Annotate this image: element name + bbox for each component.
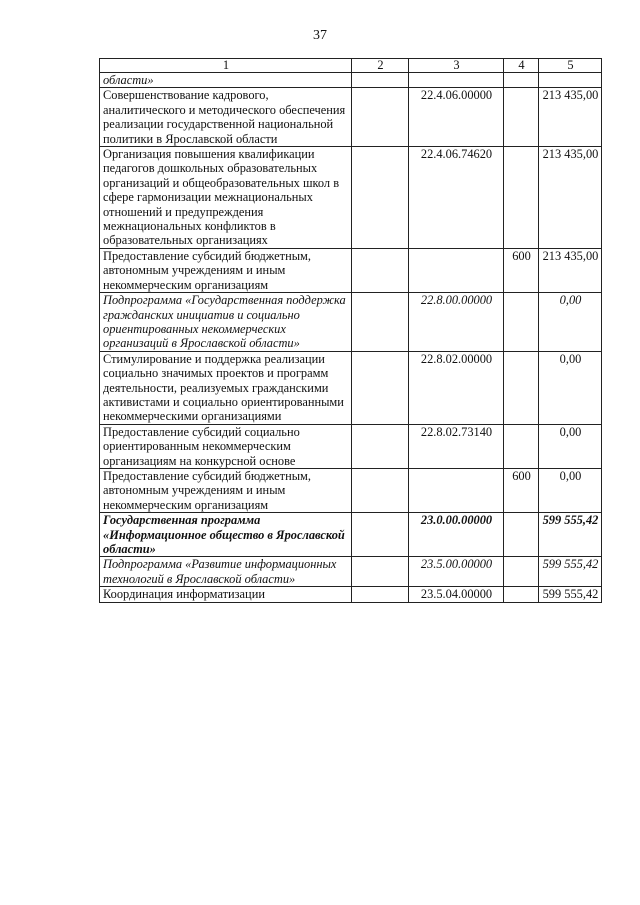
cell-code: [409, 73, 504, 88]
table-header-row: [100, 59, 602, 73]
cell-sum: 213 435,00: [539, 248, 602, 292]
cell-col-2: [352, 293, 409, 352]
cell-code: 22.8.02.00000: [409, 351, 504, 424]
cell-name: Государственная программа «Информационное общество в Ярославской области»: [100, 513, 352, 557]
cell-name: Подпрограмма «Государственная поддержка гражданских инициатив и социально ориентированных некоммерческих организаций в Ярославской области»: [100, 293, 352, 352]
cell-code: [409, 468, 504, 512]
cell-type: [504, 293, 539, 352]
table-row: [100, 147, 602, 249]
header-col-2: 2: [352, 59, 409, 73]
cell-code: 23.0.00.00000: [409, 513, 504, 557]
cell-name: Стимулирование и поддержка реализации социально значимых проектов и программ деятельности, реализуемых гражданскими активистами и социально ориентированными некоммерческими организациями: [100, 351, 352, 424]
cell-type: 600: [504, 468, 539, 512]
cell-sum: 599 555,42: [539, 557, 602, 587]
cell-type: [504, 557, 539, 587]
cell-sum: 599 555,42: [539, 513, 602, 557]
table-row: [100, 351, 602, 424]
cell-type: [504, 88, 539, 147]
table-row: [100, 424, 602, 468]
cell-sum: 0,00: [539, 424, 602, 468]
cell-sum: 0,00: [539, 293, 602, 352]
cell-code: 22.4.06.74620: [409, 147, 504, 249]
table-row: [100, 88, 602, 147]
table-row: [100, 587, 602, 602]
cell-type: [504, 147, 539, 249]
header-col-5: 5: [539, 59, 602, 73]
page-number: 37: [313, 28, 327, 43]
cell-sum: 213 435,00: [539, 88, 602, 147]
cell-name: Предоставление субсидий бюджетным, автономным учреждениям и иным некоммерческим организациям: [100, 468, 352, 512]
cell-sum: 0,00: [539, 351, 602, 424]
table-row: [100, 248, 602, 292]
table-body: [100, 73, 602, 603]
cell-sum: [539, 73, 602, 88]
cell-code: 23.5.04.00000: [409, 587, 504, 602]
cell-sum: 0,00: [539, 468, 602, 512]
cell-col-2: [352, 587, 409, 602]
cell-code: 22.8.02.73140: [409, 424, 504, 468]
cell-sum: 599 555,42: [539, 587, 602, 602]
cell-col-2: [352, 424, 409, 468]
cell-name: области»: [100, 73, 352, 88]
budget-table: [99, 58, 602, 603]
cell-name: Предоставление субсидий социально ориентированным некоммерческим организациям на конкурсной основе: [100, 424, 352, 468]
cell-code: 23.5.00.00000: [409, 557, 504, 587]
table-row: [100, 557, 602, 587]
cell-col-2: [352, 73, 409, 88]
cell-col-2: [352, 248, 409, 292]
table-row: [100, 468, 602, 512]
cell-col-2: [352, 351, 409, 424]
cell-sum: 213 435,00: [539, 147, 602, 249]
cell-type: [504, 424, 539, 468]
table-row: [100, 293, 602, 352]
header-col-4: 4: [504, 59, 539, 73]
cell-name: Координация информатизации: [100, 587, 352, 602]
cell-col-2: [352, 147, 409, 249]
cell-type: [504, 513, 539, 557]
cell-code: [409, 248, 504, 292]
cell-type: [504, 587, 539, 602]
cell-type: [504, 73, 539, 88]
cell-name: Предоставление субсидий бюджетным, автономным учреждениям и иным некоммерческим организациям: [100, 248, 352, 292]
table-row: [100, 73, 602, 88]
cell-col-2: [352, 468, 409, 512]
cell-col-2: [352, 513, 409, 557]
cell-code: 22.4.06.00000: [409, 88, 504, 147]
cell-name: Организация повышения квалификации педагогов дошкольных образовательных организаций и общеобразовательных школ в сфере гармонизации межнациональных отношений и предупреждения межнациональных конфликтов в образовательных организациях: [100, 147, 352, 249]
cell-name: Подпрограмма «Развитие информационных технологий в Ярославской области»: [100, 557, 352, 587]
cell-code: 22.8.00.00000: [409, 293, 504, 352]
cell-name: Совершенствование кадрового, аналитического и методического обеспечения реализации государственной национальной политики в Ярославской области: [100, 88, 352, 147]
table-row: [100, 513, 602, 557]
cell-type: 600: [504, 248, 539, 292]
header-col-1: 1: [100, 59, 352, 73]
cell-type: [504, 351, 539, 424]
header-col-3: 3: [409, 59, 504, 73]
cell-col-2: [352, 88, 409, 147]
cell-col-2: [352, 557, 409, 587]
